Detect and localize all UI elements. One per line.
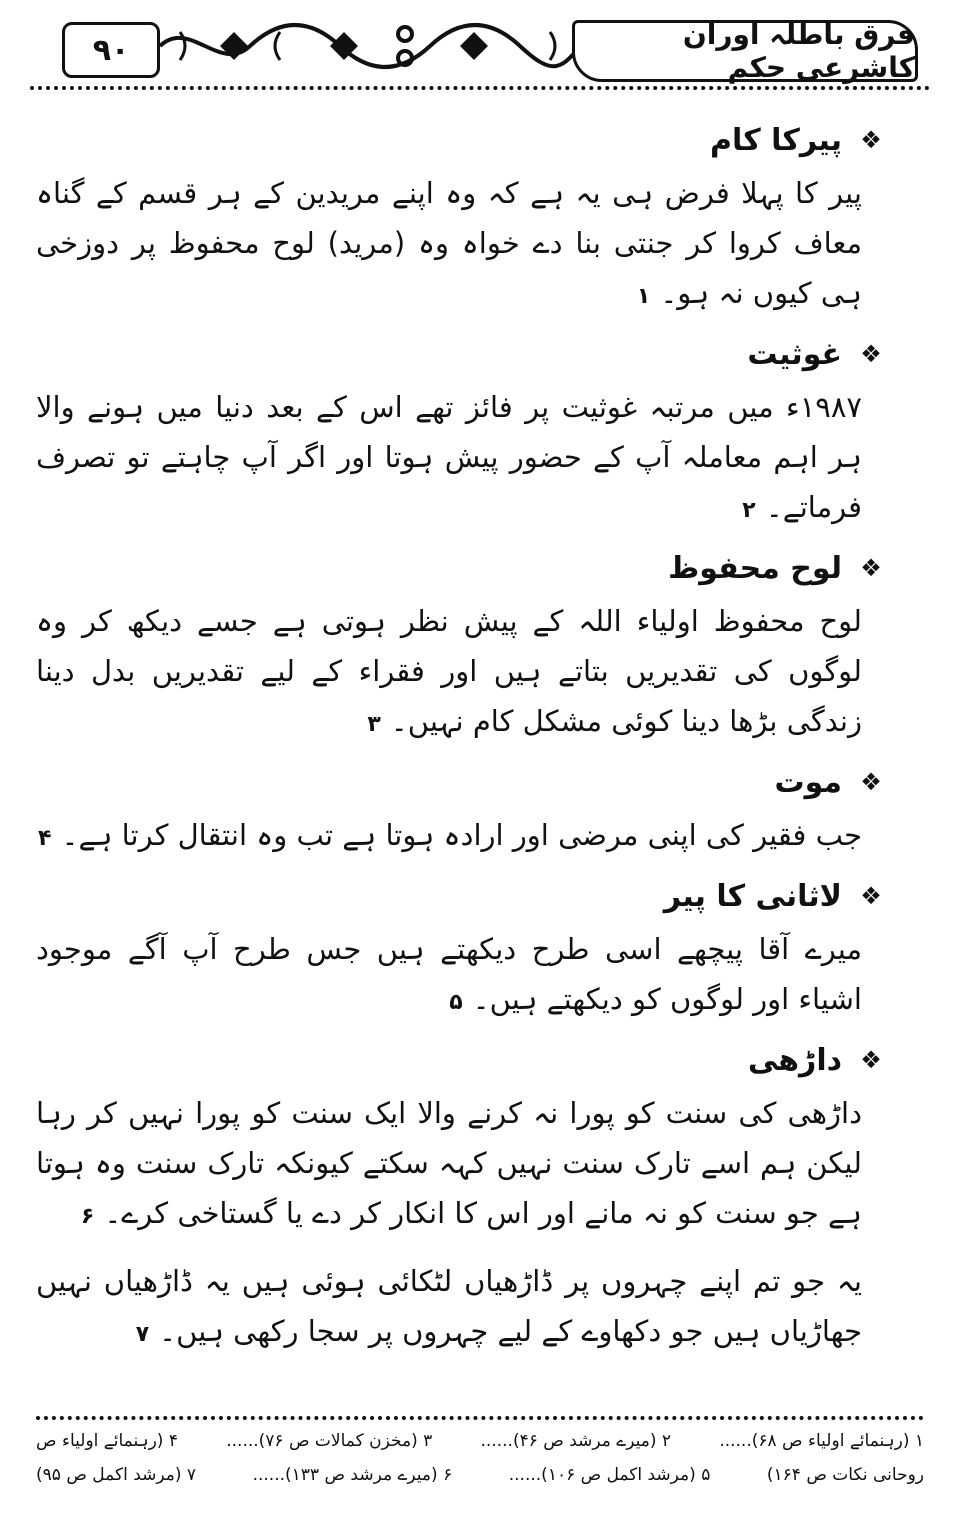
footnotes [36, 1424, 924, 1492]
footnote-ref: ۶ [80, 1204, 95, 1229]
footnote: ۳ (مخزن کمالات ص ۷۶)...... [226, 1431, 433, 1451]
diamond-bullet-icon: ❖ [860, 126, 882, 154]
section-maut [36, 754, 902, 864]
paragraph: میرے آقا پیچھے اسی طرح دیکھتے ہیں جس طرح آپ آگے موجود اشیاء اور لوگوں کو دیکھتے ہیں۔۵ [36, 932, 862, 1016]
footnote-ref: ۳ [367, 712, 381, 737]
footnote: روحانی نکات ص ۱۶۴) [766, 1465, 924, 1485]
paragraph: یہ جو تم اپنے چہروں پر ڈاڑھیاں لٹکائی ہوئی ہیں یہ ڈاڑھیاں نہیں جھاڑیاں ہیں جو دکھاوے کے لیے چہروں پر سجا رکھی ہیں۔۷ [36, 1264, 862, 1348]
page-number: ۹۰ [62, 22, 160, 78]
section-ghausiyat [36, 326, 902, 536]
footnote: ۶ (میرے مرشد ص ۱۳۳)...... [252, 1465, 453, 1485]
diamond-bullet-icon: ❖ [860, 340, 882, 368]
page-header [20, 8, 940, 90]
paragraph: ۱۹۸۷ء میں مرتبہ غوثیت پر فائز تھے اس کے بعد دنیا میں ہونے والا ہر اہم معاملہ آپ کے حضور پیش ہوتا اور اگر آپ چاہتے تو تصرف فرماتے۔۲ [36, 390, 862, 524]
section-pir-ka-kaam [36, 112, 902, 322]
section-heading: ❖ پیرکا کام [36, 112, 902, 168]
footnote-row [36, 1424, 924, 1458]
section-darhi [36, 1032, 902, 1360]
footnote-ref: ۵ [449, 990, 463, 1015]
header-divider [30, 86, 930, 90]
footnote-row [36, 1458, 924, 1492]
paragraph: لوح محفوظ اولیاء اللہ کے پیش نظر ہوتی ہے جسے دیکھ کر وہ لوگوں کی تقدیریں بتاتے ہیں اور فقراء کے لیے تقدیریں بدل دینا زندگی بڑھا دینا کوئی مشکل کام نہیں۔۳ [36, 604, 862, 738]
section-heading: ❖ لاثانی کا پیر [36, 868, 902, 924]
footnote: ۲ (میرے مرشد ص ۴۶)...... [480, 1431, 672, 1451]
page-body [36, 112, 902, 1364]
diamond-bullet-icon: ❖ [860, 882, 882, 910]
section-heading: ❖ موت [36, 754, 902, 810]
section-lauh-mahfooz [36, 540, 902, 750]
diamond-bullet-icon: ❖ [860, 768, 882, 796]
book-title: فرق باطلہ اوران کاشرعی حکم [572, 20, 918, 82]
footnote-ref: ۲ [742, 498, 756, 523]
section-heading: ❖ لوح محفوظ [36, 540, 902, 596]
paragraph: پیر کا پہلا فرض ہی یہ ہے کہ وہ اپنے مریدین کے ہر قسم کے گناہ معاف کروا کر جنتی بنا دے خواہ وہ (مرید) لوح محفوظ پر دوزخی ہی کیوں نہ ہو۔۱ [36, 176, 862, 310]
paragraph: داڑھی کی سنت کو پورا نہ کرنے والا ایک سنت کو پورا نہیں کر رہا لیکن ہم اسے تارک سنت نہیں کہہ سکتے کیونکہ تارک سنت وہ ہوتا ہے جو سنت کو نہ مانے اور اس کا انکار کر دے یا گستاخی کرے۔۶ [36, 1096, 862, 1230]
floral-ornament-icon [160, 14, 580, 78]
footnote: ۷ (مرشد اکمل ص ۹۵) [36, 1465, 197, 1485]
section-lasani-ka-pir [36, 868, 902, 1028]
footnote: ۵ (مرشد اکمل ص ۱۰۶)...... [508, 1465, 711, 1485]
section-heading: ❖ داڑھی [36, 1032, 902, 1088]
diamond-bullet-icon: ❖ [860, 1046, 882, 1074]
section-heading: ❖ غوثیت [36, 326, 902, 382]
footnote-ref: ۱ [636, 284, 651, 309]
footnote: ۱ (رہنمائے اولیاء ص ۶۸)...... [719, 1431, 924, 1451]
footnote-divider [36, 1416, 924, 1420]
diamond-bullet-icon: ❖ [860, 554, 882, 582]
footnote-ref: ۴ [38, 826, 52, 851]
footnote-ref: ۷ [135, 1322, 150, 1347]
footnote: ۴ (رہنمائے اولیاء ص [36, 1431, 178, 1451]
paragraph: جب فقیر کی اپنی مرضی اور ارادہ ہوتا ہے تب وہ انتقال کرتا ہے۔۴ [38, 818, 862, 852]
